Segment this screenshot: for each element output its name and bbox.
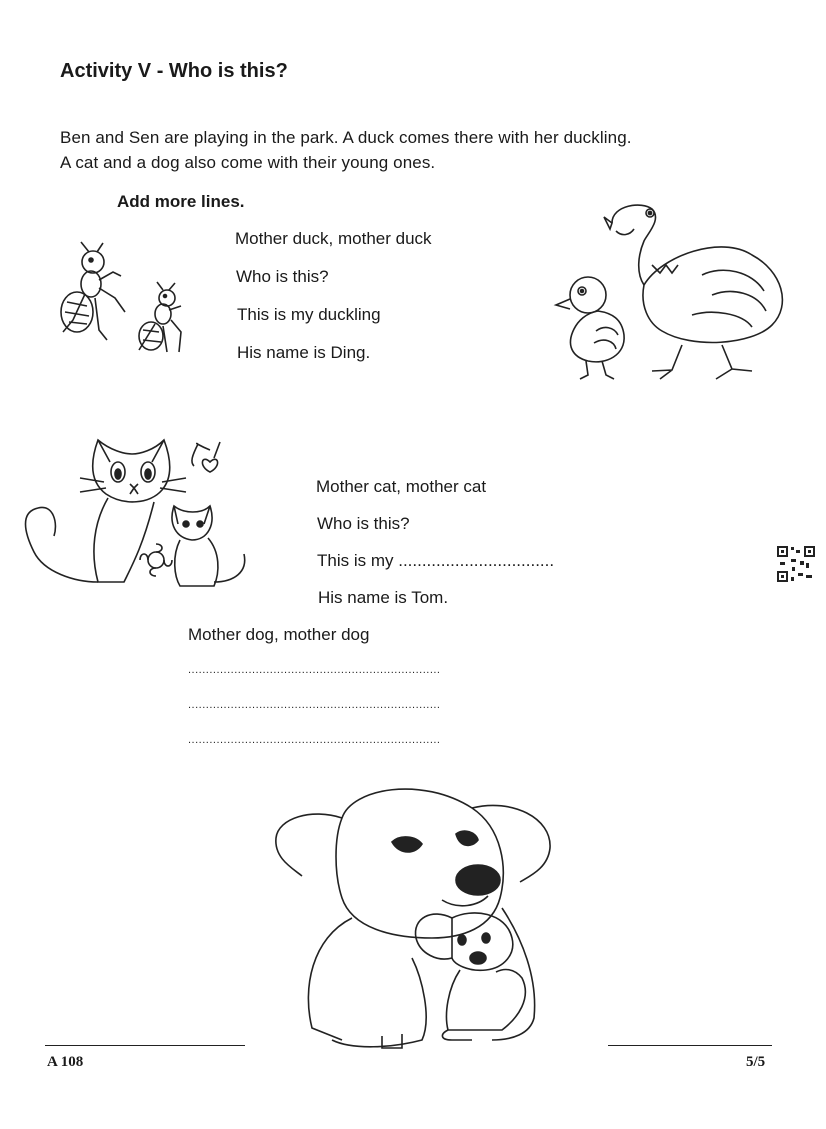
cat-line-1: Mother cat, mother cat: [316, 477, 487, 496]
intro-line-1: Ben and Sen are playing in the park. A duck comes there with her duckling.: [60, 128, 632, 147]
page-code: A 108: [47, 1054, 84, 1070]
duck-line-3: This is my duckling: [237, 305, 381, 324]
dog-blank-line-3[interactable]: .......................................................................: [188, 734, 441, 746]
dog-blank-line-1[interactable]: .......................................................................: [188, 664, 441, 676]
dog-line-1: Mother dog, mother dog: [188, 625, 370, 644]
intro-line-2: A cat and a dog also come with their young ones.: [60, 153, 436, 172]
duck-line-2: Who is this?: [236, 267, 329, 286]
ants-icon: [55, 240, 190, 365]
instruction: Add more lines.: [117, 192, 245, 211]
duck-line-4: His name is Ding.: [237, 343, 371, 362]
activity-title: Activity V - Who is this?: [60, 60, 288, 82]
duck-line-1: Mother duck, mother duck: [235, 229, 432, 248]
cats-icon: [14, 432, 254, 592]
footer-rule-left: [45, 1045, 245, 1046]
qr-code-icon: [776, 545, 816, 583]
dogs-icon: [272, 778, 557, 1050]
dog-blank-line-2[interactable]: .......................................................................: [188, 699, 441, 711]
cat-line-2: Who is this?: [317, 514, 410, 533]
cat-line-3: This is my .................................: [317, 551, 555, 570]
ducks-icon: [552, 195, 797, 380]
cat-line-4: His name is Tom.: [318, 588, 449, 607]
page-number: 5/5: [746, 1054, 766, 1070]
footer-rule-right: [608, 1045, 772, 1046]
